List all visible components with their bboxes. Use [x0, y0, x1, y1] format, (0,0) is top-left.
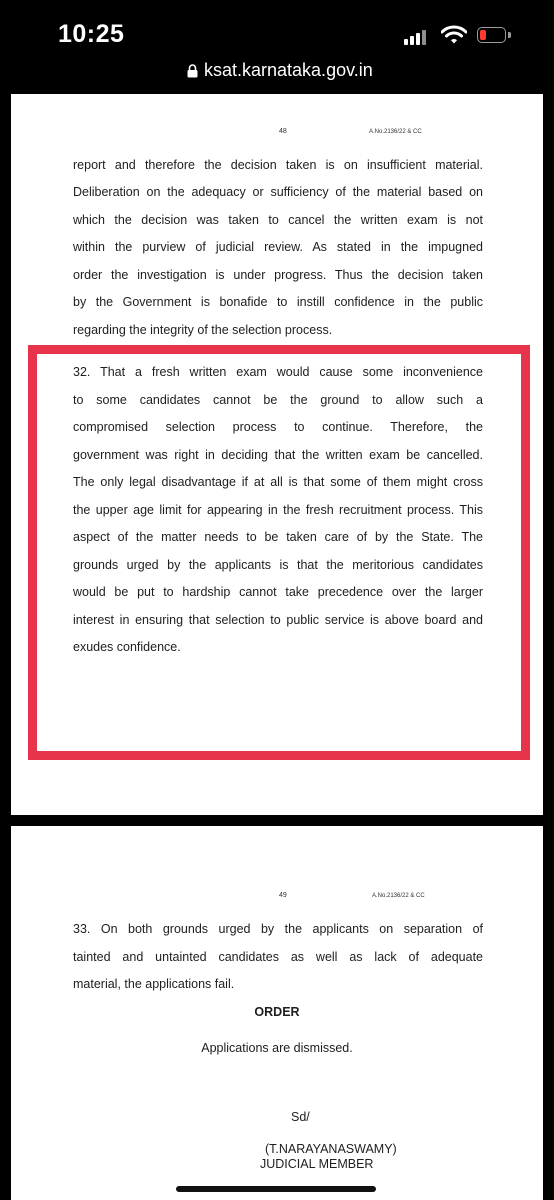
- order-heading: ORDER: [254, 1005, 300, 1019]
- paragraph-32-line: would be put to hardship cannot take precedence over the larger: [73, 585, 483, 599]
- paragraph-32-line: to some candidates cannot be the ground to allow such a: [73, 393, 483, 407]
- paragraph-32-line: grounds urged by the applicants is that the meritorious candidates: [73, 558, 483, 572]
- status-time: 10:25: [58, 20, 125, 48]
- cellular-signal-icon: [404, 29, 432, 45]
- home-indicator[interactable]: [176, 1186, 376, 1192]
- text-line: within the purview of judicial review. As stated in the impugned: [73, 240, 483, 254]
- lock-icon: [187, 64, 198, 78]
- battery-low-icon: [477, 27, 511, 45]
- paragraph-33-line: 33. On both grounds urged by the applicants on separation of: [73, 922, 483, 936]
- signatory-name: (T.NARAYANASWAMY): [265, 1142, 397, 1156]
- document-page-49: [11, 826, 543, 1200]
- wifi-icon: [441, 25, 467, 45]
- document-page-48: [11, 94, 543, 815]
- text-line: which the decision was taken to cancel the written exam is not: [73, 213, 483, 227]
- paragraph-32-line: the upper age limit for appearing in the fresh recruitment process. This: [73, 503, 483, 517]
- case-number: A.No.2136/22 & CC: [369, 129, 422, 135]
- signature-sd: Sd/: [291, 1110, 310, 1124]
- url-bar[interactable]: [0, 56, 554, 92]
- text-line: regarding the integrity of the selection process.: [73, 323, 333, 337]
- paragraph-32-line: exudes confidence.: [73, 640, 181, 654]
- text-line: by the Government is bonafide to instill confidence in the public: [73, 295, 483, 309]
- page-number: 49: [279, 892, 287, 899]
- paragraph-33-line: tainted and untainted candidates as well as lack of adequate: [73, 950, 483, 964]
- status-bar: [0, 0, 554, 56]
- text-line: report and therefore the decision taken is on insufficient material.: [73, 158, 483, 172]
- order-text: Applications are dismissed.: [201, 1041, 353, 1055]
- paragraph-32-line: The only legal disadvantage if at all is that some of them might cross: [73, 475, 483, 489]
- signatory-title: JUDICIAL MEMBER: [260, 1157, 374, 1171]
- paragraph-32-line: interest in ensuring that selection to public service is above board and: [73, 613, 483, 627]
- text-line: order the investigation is under progress. Thus the decision taken: [73, 268, 483, 282]
- text-line: Deliberation on the adequacy or sufficiency of the material based on: [73, 185, 483, 199]
- url-text[interactable]: ksat.karnataka.gov.in: [204, 60, 373, 80]
- paragraph-32-line: 32. That a fresh written exam would cause some inconvenience: [73, 365, 483, 379]
- page-number: 48: [279, 128, 287, 135]
- paragraph-33-line: material, the applications fail.: [73, 977, 235, 991]
- paragraph-32-line: aspect of the matter needs to be taken care of by the State. The: [73, 530, 483, 544]
- paragraph-32-line: government was right in deciding that the written exam be cancelled.: [73, 448, 483, 462]
- case-number: A.No.2136/22 & CC: [372, 893, 425, 899]
- paragraph-32-line: compromised selection process to continue. Therefore, the: [73, 420, 483, 434]
